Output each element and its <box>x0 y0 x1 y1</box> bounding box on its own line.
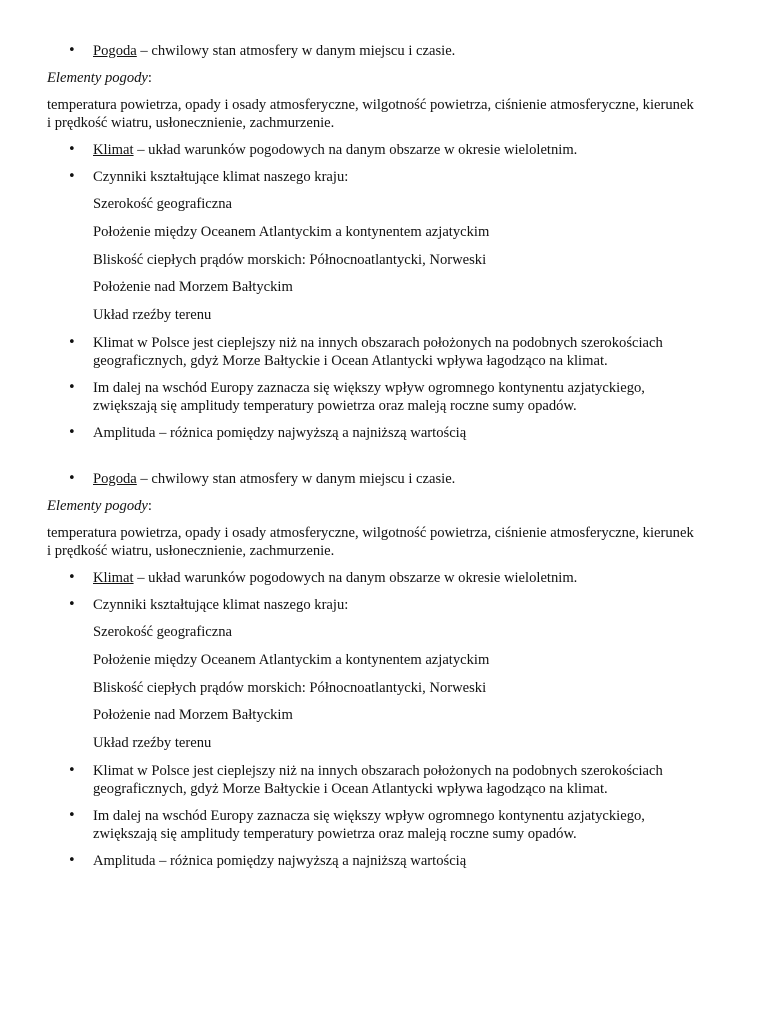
factor-item: Bliskość ciepłych prądów morskich: Północnoatlantycki, Norweski <box>93 251 487 268</box>
notes-section-2 <box>47 470 698 870</box>
bullet-wschod <box>47 379 698 415</box>
bullet-icon: • <box>68 762 76 778</box>
notes-section-1 <box>47 42 698 442</box>
elementy-label: Elementy pogody <box>47 70 148 86</box>
amplituda-text: Amplituda – różnica pomiędzy najwyższą a najniższą wartością <box>93 424 467 441</box>
factor-item: Położenie między Oceanem Atlantyckim a kontynentem azjatyckim <box>93 223 490 240</box>
bullet-pogoda <box>47 470 698 488</box>
term-pogoda: Pogoda <box>93 43 137 59</box>
term-klimat: Klimat <box>93 142 134 158</box>
bullet-icon: • <box>68 569 76 585</box>
klimat-polska-text: Klimat w Polsce jest cieplejszy niż na innych obszarach położonych na podobnych szerokościach geograficznych, gdyż Morze Bałtyckie i Ocean Atlantycki wpływa łagodząco na klimat. <box>93 334 663 369</box>
bullet-icon: • <box>68 424 76 440</box>
elementy-label: Elementy pogody <box>47 497 148 514</box>
bullet-klimat <box>47 141 698 159</box>
term-pogoda: Pogoda <box>93 470 137 487</box>
wschod-text: Im dalej na wschód Europy zaznacza się większy wpływ ogromnego kontynentu azjatyckiego, zwiększają się amplitudy temperatury powietrza oraz maleją roczne sumy opadów. <box>93 807 645 842</box>
bullet-icon: • <box>68 852 76 868</box>
klimat-polska-text: Klimat w Polsce jest cieplejszy niż na innych obszarach położonych na podobnych szerokościach geograficznych, gdyż Morze Bałtyckie i Ocean Atlantycki wpływa łagodząco na klimat. <box>93 762 663 797</box>
bullet-icon: • <box>68 807 76 823</box>
czynniki-text: Czynniki kształtujące klimat naszego kraju: <box>93 596 349 613</box>
bullet-amplituda <box>47 424 698 442</box>
bullet-icon: • <box>68 169 76 184</box>
elementy-heading <box>47 497 698 515</box>
term-klimat: Klimat <box>93 569 134 586</box>
bullet-icon: • <box>68 596 76 612</box>
elementy-colon: : <box>147 70 152 86</box>
bullet-klimat-polska <box>47 762 698 798</box>
factor-item: Szerokość geograficzna <box>93 623 232 640</box>
elementy-colon: : <box>147 497 152 514</box>
wschod-text: Im dalej na wschód Europy zaznacza się większy wpływ ogromnego kontynentu azjatyckiego, zwiększają się amplitudy temperatury powietrza oraz maleją roczne sumy opadów. <box>93 379 645 414</box>
factor-item: Położenie nad Morzem Bałtyckim <box>93 707 293 724</box>
definition-klimat: – układ warunków pogodowych na danym obszarze w okresie wieloletnim. <box>133 569 578 586</box>
factor-item: Układ rzeźby terenu <box>93 735 212 752</box>
bullet-icon: • <box>68 43 76 58</box>
definition-pogoda: – chwilowy stan atmosfery w danym miejscu i czasie. <box>136 470 456 487</box>
definition-klimat: – układ warunków pogodowych na danym obszarze w okresie wieloletnim. <box>133 142 578 158</box>
elementy-heading <box>47 69 698 87</box>
bullet-klimat <box>47 569 698 587</box>
bullet-klimat-polska <box>47 334 698 370</box>
bullet-wschod <box>47 807 698 843</box>
bullet-czynniki <box>47 168 698 186</box>
definition-pogoda: – chwilowy stan atmosfery w danym miejscu i czasie. <box>136 43 456 59</box>
elementy-text: temperatura powietrza, opady i osady atmosferyczne, wilgotność powietrza, ciśnienie atmosferyczne, kierunek i prędkość wiatru, usłonecznienie, zachmurzenie. <box>47 524 694 559</box>
bullet-czynniki <box>47 596 698 614</box>
czynniki-text: Czynniki kształtujące klimat naszego kraju: <box>93 169 349 185</box>
factor-item: Układ rzeźby terenu <box>93 307 212 324</box>
bullet-icon: • <box>68 470 76 486</box>
factor-item: Szerokość geograficzna <box>93 196 232 212</box>
factor-item: Położenie nad Morzem Bałtyckim <box>93 279 293 296</box>
bullet-pogoda <box>47 42 698 60</box>
bullet-amplituda <box>47 852 698 870</box>
bullet-icon: • <box>68 334 76 350</box>
amplituda-text: Amplituda – różnica pomiędzy najwyższą a najniższą wartością <box>93 852 467 869</box>
factor-item: Położenie między Oceanem Atlantyckim a kontynentem azjatyckim <box>93 651 490 668</box>
elementy-text: temperatura powietrza, opady i osady atmosferyczne, wilgotność powietrza, ciśnienie atmosferyczne, kierunek i prędkość wiatru, usłonecznienie, zachmurzenie. <box>47 97 694 131</box>
factor-item: Bliskość ciepłych prądów morskich: Północnoatlantycki, Norweski <box>93 679 487 696</box>
bullet-icon: • <box>68 379 76 395</box>
bullet-icon: • <box>68 142 76 157</box>
